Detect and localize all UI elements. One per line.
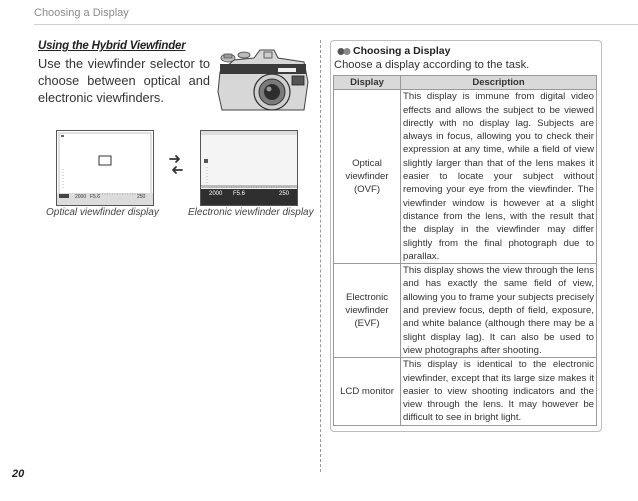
header-rule xyxy=(34,24,638,25)
section-heading: Using the Hybrid Viewfinder xyxy=(38,40,186,52)
description-cell: This display shows the view through the lens and has exactly the same field of view, allowing you to frame your subjects precisely and preview focus, depth of field, exposure, and white balance (although there may be a slight display lag). It can also be used to view photographs after shooting. xyxy=(401,264,597,358)
choosing-display-note xyxy=(330,40,602,432)
column-divider xyxy=(320,40,321,472)
intro-paragraph: Use the viewfinder selector to choose between optical and electronic viewfinders. xyxy=(38,56,210,105)
note-title: Choosing a Display xyxy=(353,45,451,57)
ovf-iso-readout: 250 xyxy=(137,194,146,200)
description-cell: This display is identical to the electronic viewfinder, except that its large size makes it easier to view shooting indicators and the view through the lens. It may however be difficult to see in bright light. xyxy=(401,358,597,425)
running-header: Choosing a Display xyxy=(34,7,129,19)
ovf-shutter-readout: 2000 xyxy=(75,194,87,200)
table-row xyxy=(334,90,597,264)
ovf-display-illustration xyxy=(56,130,154,206)
description-column-header: Description xyxy=(401,76,597,90)
ovf-aperture-readout: F5.6 xyxy=(90,194,101,200)
note-subtitle: Choose a display according to the task. xyxy=(334,59,530,71)
evf-iso-readout: 250 xyxy=(279,191,290,197)
evf-shutter-readout: 2000 xyxy=(209,191,223,197)
table-header-row xyxy=(334,76,597,90)
camera-illustration xyxy=(214,42,310,114)
page-number: 20 xyxy=(12,468,25,480)
description-cell: This display is immune from digital video effects and allows the subject to be viewed directly with no display lag. Subjects are always in focus, allowing you to check their expression at any time, while a field of view slightly larger than that of the lens makes it easier to locate your subject without removing your eye from the viewfinder. The viewfinder window is however at a slight distance from the lens, with the result that the display in the viewfinder may differ slightly from the final photograph due to parallax. xyxy=(401,90,597,264)
ovf-caption: Optical viewfinder display xyxy=(46,207,159,218)
display-name-cell: LCD monitor xyxy=(334,358,401,425)
evf-display-illustration xyxy=(200,130,298,206)
table-row xyxy=(334,264,597,358)
display-column-header: Display xyxy=(334,76,401,90)
display-name-cell: Optical viewfinder (OVF) xyxy=(334,90,401,264)
evf-caption: Electronic viewfinder display xyxy=(188,207,314,218)
switch-arrows-icon xyxy=(168,154,184,176)
table-row xyxy=(334,358,597,425)
evf-aperture-readout: F5.6 xyxy=(233,191,246,197)
tip-icon xyxy=(337,47,351,56)
display-name-cell: Electronic viewfinder (EVF) xyxy=(334,264,401,358)
display-comparison-table xyxy=(333,75,597,426)
